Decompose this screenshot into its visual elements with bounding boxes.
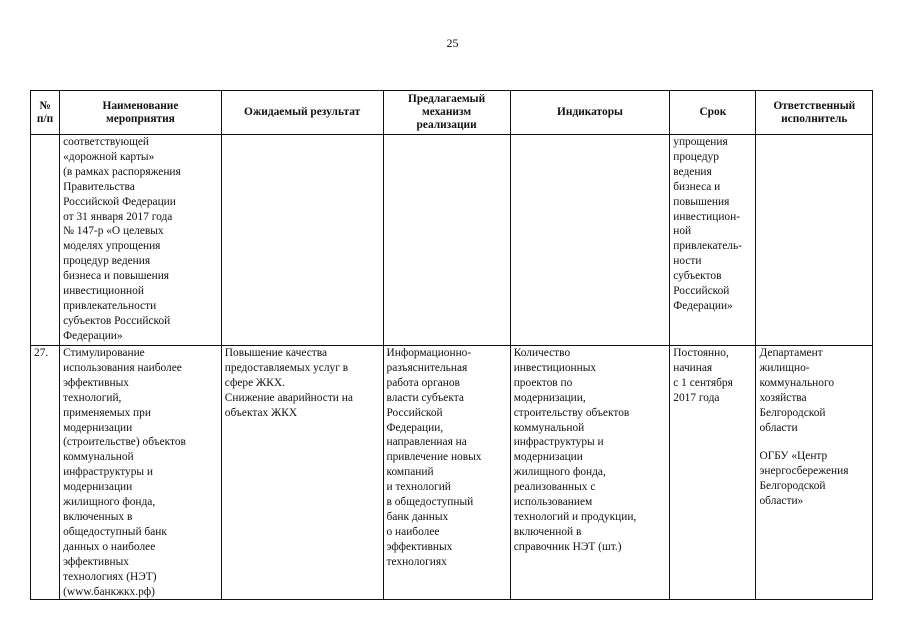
- header-expected-result: Ожидаемый результат: [221, 91, 383, 135]
- text-line: Информационно-: [386, 347, 472, 359]
- text-line: начиная: [673, 361, 713, 374]
- table-row: [31, 135, 873, 346]
- text-line: модернизации: [63, 481, 133, 494]
- text-line: технологий и продукции,: [513, 510, 637, 523]
- text-line: привлекатель-: [673, 240, 742, 253]
- text-line: повышения: [673, 195, 730, 208]
- text-line: эффективных: [386, 540, 453, 553]
- cell-indicators: [510, 346, 670, 600]
- text-line: модернизации,: [513, 391, 586, 404]
- text-line: № 147-р «О целевых: [63, 225, 164, 238]
- header-mechanism: Предлагаемый механизм реализации: [383, 91, 510, 135]
- text-line: сфере ЖКХ.: [224, 376, 285, 389]
- text-line: инвестиционных: [513, 361, 597, 374]
- cell-executor: [756, 346, 873, 600]
- text-line: области»: [759, 495, 804, 508]
- text-line: технологиях: [386, 555, 447, 568]
- cell-event-name: [60, 135, 222, 346]
- cell-executor: [756, 135, 873, 346]
- text-line: ОГБУ «Центр: [759, 450, 828, 463]
- text-line: (www.банкжкх.рф): [63, 585, 155, 598]
- text-line: области: [759, 421, 798, 434]
- header-executor: Ответственный исполнитель: [756, 91, 873, 135]
- text-line: «дорожной карты»: [63, 150, 155, 163]
- text-line: Федерации»: [673, 299, 733, 312]
- text-line: эффективных: [63, 555, 129, 568]
- cell-mechanism: [383, 135, 510, 346]
- text-line: строительству объектов: [513, 406, 630, 419]
- text-line: субъектов Российской: [63, 314, 171, 327]
- text-line: Повышение качества: [224, 347, 328, 359]
- text-line: Белгородской: [759, 406, 826, 419]
- text-line: с 1 сентября: [673, 376, 733, 389]
- text-line: Снижение аварийности на: [224, 391, 353, 404]
- text-line: хозяйства: [759, 391, 807, 404]
- text-line: модернизации: [63, 421, 133, 434]
- text-line: Постоянно,: [673, 347, 729, 359]
- text-line: инфраструктуры и: [63, 466, 154, 479]
- text-line: данных о наиболее: [63, 540, 156, 553]
- text-line: использования наиболее: [63, 361, 182, 374]
- text-line: процедур: [673, 150, 719, 163]
- text-line: справочник НЭТ (шт.): [513, 540, 622, 553]
- text-line: Правительства: [63, 180, 135, 193]
- page-number: 25: [446, 36, 459, 50]
- text-line: Российской: [673, 285, 730, 298]
- text-line: соответствующей: [63, 136, 150, 148]
- text-line: привлекательности: [63, 299, 157, 312]
- text-line: субъектов: [673, 270, 722, 283]
- text-line: энергосбережения: [759, 465, 849, 478]
- cell-expected-result: [221, 346, 383, 600]
- text-line: разъяснительная: [386, 361, 468, 374]
- text-line: коммунальной: [513, 421, 585, 434]
- text-line: Российской Федерации: [63, 195, 176, 208]
- text-line: работа органов: [386, 376, 460, 389]
- action-plan-table: [30, 90, 873, 600]
- text-line: применяемых при: [63, 406, 151, 419]
- text-line: Российской: [386, 406, 443, 419]
- cell-mechanism: [383, 346, 510, 600]
- text-line: ности: [673, 255, 702, 268]
- text-line: инвестицион-: [673, 210, 740, 223]
- text-line: использованием: [513, 496, 593, 509]
- text-line: технологий,: [63, 391, 122, 404]
- text-line: инвестиционной: [63, 285, 144, 298]
- text-line: ведения: [673, 165, 712, 178]
- text-line: ной: [673, 225, 692, 238]
- text-line: от 31 января 2017 года: [63, 210, 173, 223]
- line-gap: [759, 435, 869, 449]
- text-line: жилищного фонда,: [63, 496, 156, 509]
- text-line: упрощения: [673, 136, 728, 148]
- cell-number: [31, 135, 60, 346]
- text-line: о наиболее: [386, 525, 440, 538]
- text-line: банк данных: [386, 510, 449, 523]
- table-header-row: [31, 91, 873, 135]
- text-line: привлечение новых: [386, 451, 482, 464]
- text-line: Департамент: [759, 347, 823, 359]
- text-line: инфраструктуры и: [513, 436, 604, 449]
- text-line: Федерации»: [63, 329, 123, 342]
- text-line: и технологий: [386, 481, 451, 494]
- text-line: коммунального: [759, 376, 835, 389]
- text-line: эффективных: [63, 376, 129, 389]
- text-line: коммунальной: [63, 451, 134, 464]
- text-line: Федерации,: [386, 421, 444, 434]
- table-row: [31, 346, 873, 600]
- cell-term: [670, 135, 756, 346]
- text-line: 2017 года: [673, 391, 720, 404]
- cell-expected-result: [221, 135, 383, 346]
- text-line: (в рамках распоряжения: [63, 165, 181, 178]
- text-line: модернизации: [513, 451, 583, 464]
- cell-indicators: [510, 135, 670, 346]
- text-line: включенных в: [63, 510, 133, 523]
- text-line: предоставляемых услуг в: [224, 361, 349, 374]
- text-line: жилищного фонда,: [513, 466, 606, 479]
- text-line: направленная на: [386, 436, 467, 449]
- text-line: моделях упрощения: [63, 240, 161, 253]
- text-line: реализованных с: [513, 481, 596, 494]
- cell-term: [670, 346, 756, 600]
- text-line: Количество: [513, 347, 571, 359]
- text-line: проектов по: [513, 376, 573, 389]
- header-indicators: Индикаторы: [510, 91, 670, 135]
- text-line: в общедоступный: [386, 496, 474, 509]
- text-line: бизнеса и: [673, 180, 721, 193]
- text-line: власти субъекта: [386, 391, 464, 404]
- text-line: технологиях (НЭТ): [63, 570, 157, 583]
- text-line: объектах ЖКХ: [224, 406, 298, 419]
- cell-event-name: [60, 346, 222, 600]
- text-line: бизнеса и повышения: [63, 270, 170, 283]
- header-term: Срок: [670, 91, 756, 135]
- text-line: общедоступный банк: [63, 525, 167, 538]
- text-line: (строительстве) объектов: [63, 436, 186, 449]
- text-line: процедур ведения: [63, 255, 151, 268]
- text-line: Белгородской: [759, 480, 826, 493]
- text-line: включенной в: [513, 525, 582, 538]
- cell-number: 27.: [31, 346, 60, 600]
- header-number: № п/п: [31, 91, 60, 135]
- text-line: компаний: [386, 466, 434, 479]
- header-event-name: Наименование мероприятия: [60, 91, 222, 135]
- text-line: жилищно-: [759, 361, 810, 374]
- text-line: Стимулирование: [63, 347, 145, 359]
